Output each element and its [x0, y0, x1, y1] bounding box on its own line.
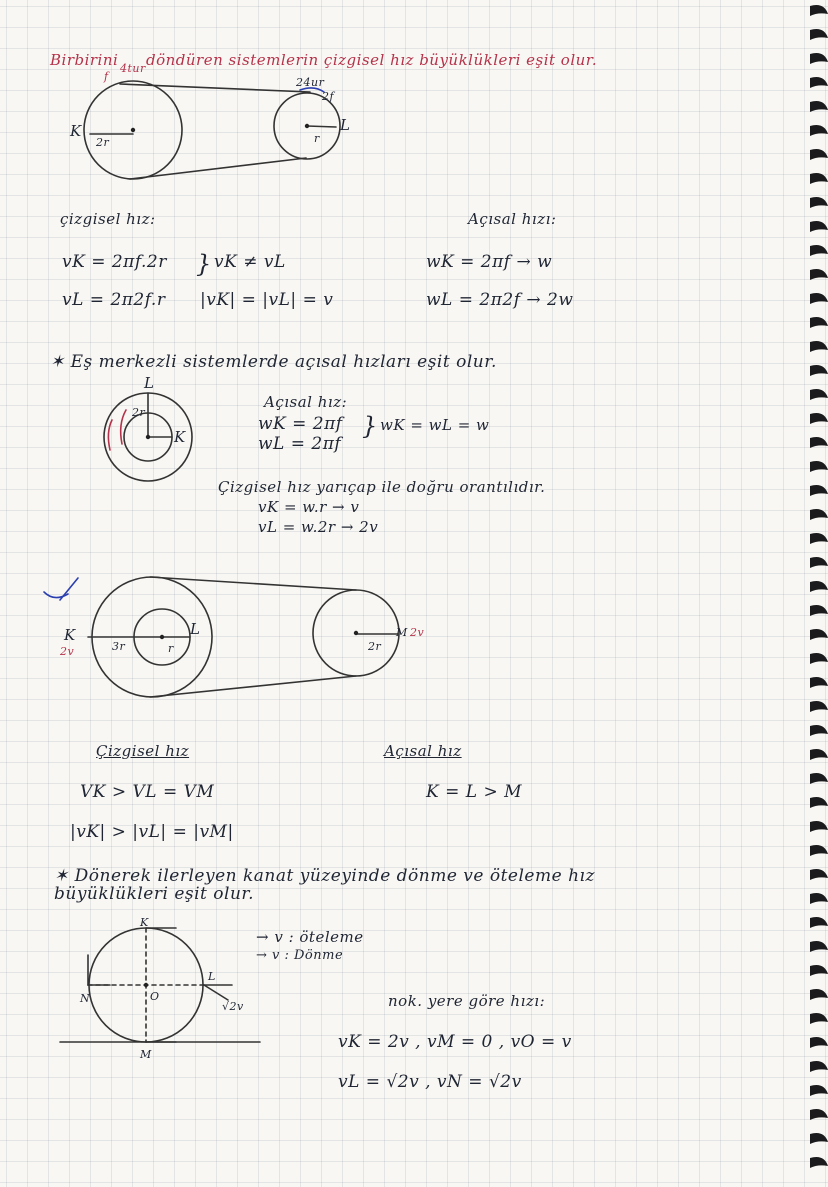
s2-lin1: vK = w.r → v [258, 498, 360, 516]
fig3-label-L: L [190, 620, 201, 638]
heading-part2: döndüren sistemlerin çizgisel hız büyüklükleri eşit olur. [146, 51, 598, 69]
s4-legend1: → v : öteleme [256, 928, 364, 946]
s4-title-a: ✶ Dönerek ilerleyen kanat yüzeyinde dönme ve öteleme hız [54, 866, 595, 886]
fig4-label-K: K [140, 916, 149, 929]
s2-label-K: K [174, 428, 186, 446]
s1-eq2: vL = 2π2f.r [62, 290, 166, 310]
s2-ang2: wL = 2πf [258, 434, 342, 454]
rolling-wheel-diagram [60, 928, 260, 1042]
s1-angular-title: Açısal hızı: [468, 210, 557, 228]
s2-ang1: wK = 2πf [258, 414, 343, 434]
fig4-sqrt-note: √2v [222, 1000, 244, 1013]
s2-ang-eq: wK = wL = w [380, 416, 490, 434]
s2-brace: } [362, 412, 378, 440]
s1-vec-neq: vK ≠ vL [214, 252, 286, 272]
three-wheel-belt-diagram [44, 577, 399, 697]
s3-linear-title: Çizgisel hız [96, 742, 190, 760]
s1-ang2: wL = 2π2f → 2w [426, 290, 574, 310]
s4-legend2: → v : Dönme [256, 948, 344, 963]
fig1-radius-left: 2r [96, 136, 110, 149]
s4-title-b: büyüklükleri eşit olur. [54, 884, 255, 904]
fig1-top-note: 24ur [296, 76, 325, 89]
s3-ineq1: VK > VL = VM [80, 782, 215, 802]
s2-lin2: vL = w.2r → 2v [258, 518, 379, 536]
s1-eq1: vK = 2πf.2r [62, 252, 167, 272]
s1-brace: } [196, 250, 212, 278]
fig4-label-O: O [150, 990, 160, 1003]
s2-linear-title: Çizgisel hız yarıçap ile doğru orantılıdır. [218, 478, 546, 496]
s2-radius: 2r [132, 406, 146, 419]
s1-mag-eq: |vK| = |vL| = v [200, 290, 334, 310]
fig4-label-L: L [208, 970, 216, 983]
s3-angular-ineq: K = L > M [426, 782, 522, 802]
heading-part1: Birbirini [50, 51, 119, 69]
fig4-label-N: N [80, 992, 91, 1005]
fig3-label-K: K [64, 626, 76, 644]
fig3-r2: 2r [368, 640, 382, 653]
fig3-label-M: M [396, 626, 408, 639]
s2-label-L: L [144, 374, 155, 392]
fig3-m-note: 2v [410, 626, 425, 639]
fig1-label-L: L [340, 116, 351, 134]
s2-angular-title: Açısal hız: [264, 393, 348, 411]
fig3-r3: 3r [112, 640, 126, 653]
s1-linear-title: çizgisel hız: [60, 210, 156, 228]
heading-inset-f: f [104, 70, 109, 83]
s1-ang1: wK = 2πf → w [426, 252, 553, 272]
fig1-radius-right: r [314, 132, 320, 145]
s4-r1: vK = 2v , vM = 0 , vO = v [338, 1032, 572, 1052]
fig1-label-K: K [70, 122, 82, 140]
s2-title: ✶ Eş merkezli sistemlerde açısal hızları eşit olur. [50, 352, 497, 372]
s3-ineq2: |vK| > |vL| = |vM| [70, 822, 234, 842]
belt-pulley-diagram [84, 81, 340, 179]
fig3-side-note: 2v [60, 645, 75, 658]
fig4-label-M: M [140, 1048, 152, 1061]
s3-angular-title: Açısal hız [384, 742, 462, 760]
s4-r2: vL = √2v , vN = √2v [338, 1072, 522, 1092]
s4-ground-title: nok. yere göre hızı: [388, 992, 546, 1010]
heading-inset-small: 4tur [120, 62, 146, 75]
fig1-freq-note: 2f [322, 90, 335, 103]
fig3-r: r [168, 642, 174, 655]
